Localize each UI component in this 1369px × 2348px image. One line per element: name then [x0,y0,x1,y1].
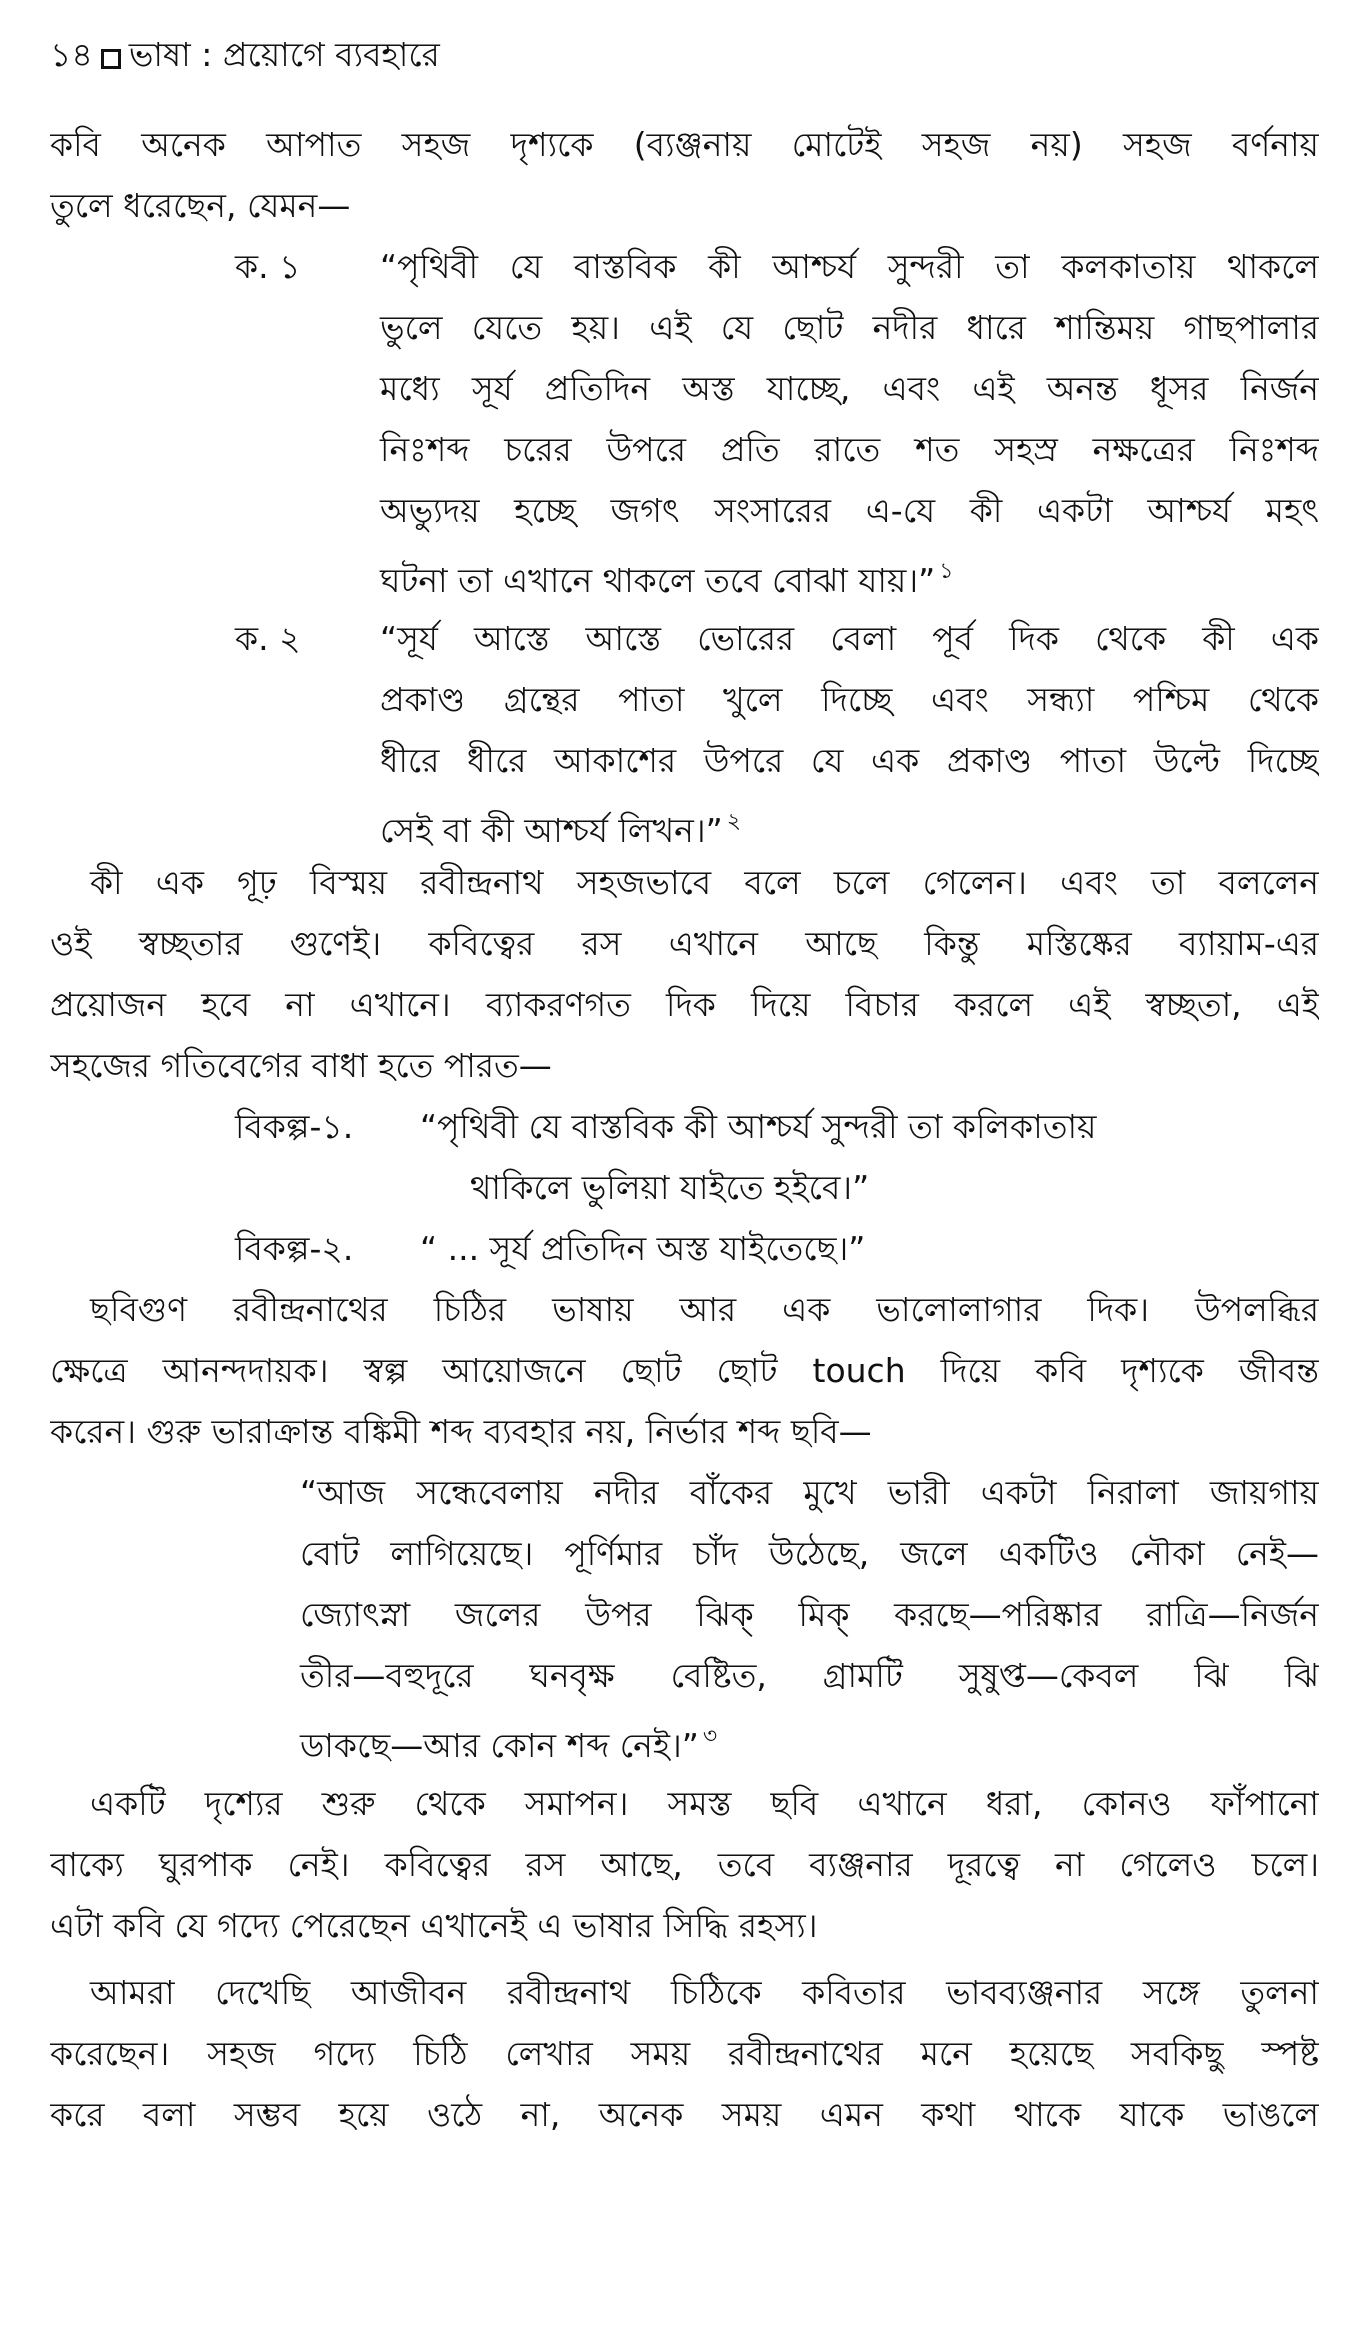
text-line: এটা কবি যে গদ্যে পেরেছেন এখানেই এ ভাষার সিদ্ধি রহস্য। [50,1906,818,1945]
quote-line: “পৃথিবী যে বাস্তবিক কী আশ্চর্য সুন্দরী তা কলকাতায় থাকলে [380,247,1319,286]
quote-line: ঘটনা তা এখানে থাকলে তবে বোঝা যায়।” [380,561,936,600]
quote-line: জ্যোৎস্না জলের উপর ঝিক্ মিক্ করছে—পরিষ্কার রাত্রি—নির্জন [300,1595,1319,1634]
alt-label: বিকল্প-২. [235,1229,354,1268]
square-ornament-icon [101,49,121,69]
quote-line: মধ্যে সূর্য প্রতিদিন অস্ত যাচ্ছে, এবং এই অনন্ত ধূসর নির্জন [380,369,1319,408]
text-line: কী এক গূঢ় বিস্ময় রবীন্দ্রনাথ সহজভাবে বলে চলে গেলেন। এবং তা বললেন [90,863,1319,902]
quote-line: “আজ সন্ধেবেলায় নদীর বাঁকের মুখে ভারী একটা নিরালা জায়গায় [300,1473,1319,1512]
intro-paragraph [50,114,1319,236]
alt-line-wrapper [50,1096,1319,1157]
text-line: করে বলা সম্ভব হয়ে ওঠে না, অনেক সময় এমন কথা থাকে যাকে ভাঙলে [50,2095,1319,2134]
quote-ka-2 [50,608,1319,852]
quote-line: তীর—বহুদূরে ঘনবৃক্ষ বেষ্টিত, গ্রামটি সুষুপ্ত—কেবল ঝি ঝি [300,1656,1319,1695]
text-line: করেন। গুরু ভারাক্রান্ত বঙ্কিমী শব্দ ব্যবহার নয়, নির্ভার শব্দ ছবি— [50,1412,872,1451]
quote-line: নিঃশব্দ চরের উপরে প্রতি রাতে শত সহস্র নক্ষত্রের নিঃশব্দ [380,430,1319,469]
text-line: করেছেন। সহজ গদ্যে চিঠি লেখার সময় রবীন্দ্রনাথের মনে হয়েছে সবকিছু স্পষ্ট [50,2034,1319,2073]
text-line: বাক্যে ঘুরপাক নেই। কবিত্বের রস আছে, তবে ব্যঞ্জনার দূরত্বে না গেলেও চলে। [50,1845,1319,1884]
quote-line: সেই বা কী আশ্চর্য লিখন।” [380,811,723,850]
quote-line: বোট লাগিয়েছে। পূর্ণিমার চাঁদ উঠেছে, জলে একটিও নৌকা নেই— [300,1534,1319,1573]
text-line: ক্ষেত্রে আনন্দদায়ক। স্বল্প আয়োজনে ছোট ছোট touch দিয়ে কবি দৃশ্যকে জীবন্ত [50,1351,1319,1390]
quote-block [50,1462,1319,1767]
text-line: ওই স্বচ্ছতার গুণেই। কবিত্বের রস এখানে আছে কিন্তু মস্তিষ্কের ব্যায়াম-এর [50,924,1319,963]
alt-line: “পৃথিবী যে বাস্তবিক কী আশ্চর্য সুন্দরী তা কলিকাতায় [420,1107,1097,1146]
page-number: ১৪ [50,35,93,74]
book-title: ভাষা : প্রয়োগে ব্যবহারে [128,35,440,74]
alt-label: বিকল্প-১. [235,1107,354,1146]
text-line: কবি অনেক আপাত সহজ দৃশ্যকে (ব্যঞ্জনায় মোটেই সহজ নয়) সহজ বর্ণনায় [50,125,1319,164]
footnote-ref: ২ [726,809,742,834]
quote-line: “সূর্য আস্তে আস্তে ভোরের বেলা পূর্ব দিক থেকে কী এক [380,619,1319,658]
alt-line: থাকিলে ভুলিয়া যাইতে হইবে।” [470,1168,870,1207]
text-line: সহজের গতিবেগের বাধা হতে পারত— [50,1046,552,1085]
quote-line: ডাকছে—আর কোন শব্দ নেই।” [300,1726,699,1765]
running-head [50,30,1319,80]
text-line: প্রয়োজন হবে না এখানে। ব্যাকরণগত দিক দিয়ে বিচার করলে এই স্বচ্ছতা, এই [50,985,1319,1024]
quote-line: অভ্যুদয় হচ্ছে জগৎ সংসারের এ-যে কী একটা আশ্চর্য মহৎ [380,491,1319,530]
quote-label: ক. ২ [235,619,301,658]
footnote-ref: ৩ [702,1724,718,1749]
alt-line: “ ... সূর্য প্রতিদিন অস্ত যাইতেছে।” [420,1229,866,1268]
paragraph [50,1773,1319,1956]
quote-line-wrapper [50,1706,1319,1767]
quote-line: ধীরে ধীরে আকাশের উপরে যে এক প্রকাণ্ড পাতা উল্টে দিচ্ছে [380,741,1319,780]
alternative-1 [50,1096,1319,1218]
paragraph [50,852,1319,1096]
quote-line-wrapper [50,608,1319,669]
text-line: তুলে ধরেছেন, যেমন— [50,186,351,225]
text-line: আমরা দেখেছি আজীবন রবীন্দ্রনাথ চিঠিকে কবিতার ভাবব্যঞ্জনার সঙ্গে তুলনা [90,1973,1319,2012]
quote-label: ক. ১ [235,247,301,286]
quote-line-wrapper [50,791,1319,852]
quote-line-wrapper [50,541,1319,602]
paragraph [50,1279,1319,1462]
text-line: ছবিগুণ রবীন্দ্রনাথের চিঠির ভাষায় আর এক ভালোলাগার দিক। উপলব্ধির [90,1290,1319,1329]
quote-ka-1 [50,236,1319,602]
alt-line-wrapper [50,1218,1319,1279]
text-line: একটি দৃশ্যের শুরু থেকে সমাপন। সমস্ত ছবি এখানে ধরা, কোনও ফাঁপানো [90,1784,1319,1823]
paragraph [50,1962,1319,2145]
quote-line: প্রকাণ্ড গ্রন্থের পাতা খুলে দিচ্ছে এবং সন্ধ্যা পশ্চিম থেকে [380,680,1319,719]
quote-line: ভুলে যেতে হয়। এই যে ছোট নদীর ধারে শান্তিময় গাছপালার [380,308,1319,347]
footnote-ref: ১ [939,559,954,584]
quote-line-wrapper [50,236,1319,297]
alternative-2 [50,1218,1319,1279]
